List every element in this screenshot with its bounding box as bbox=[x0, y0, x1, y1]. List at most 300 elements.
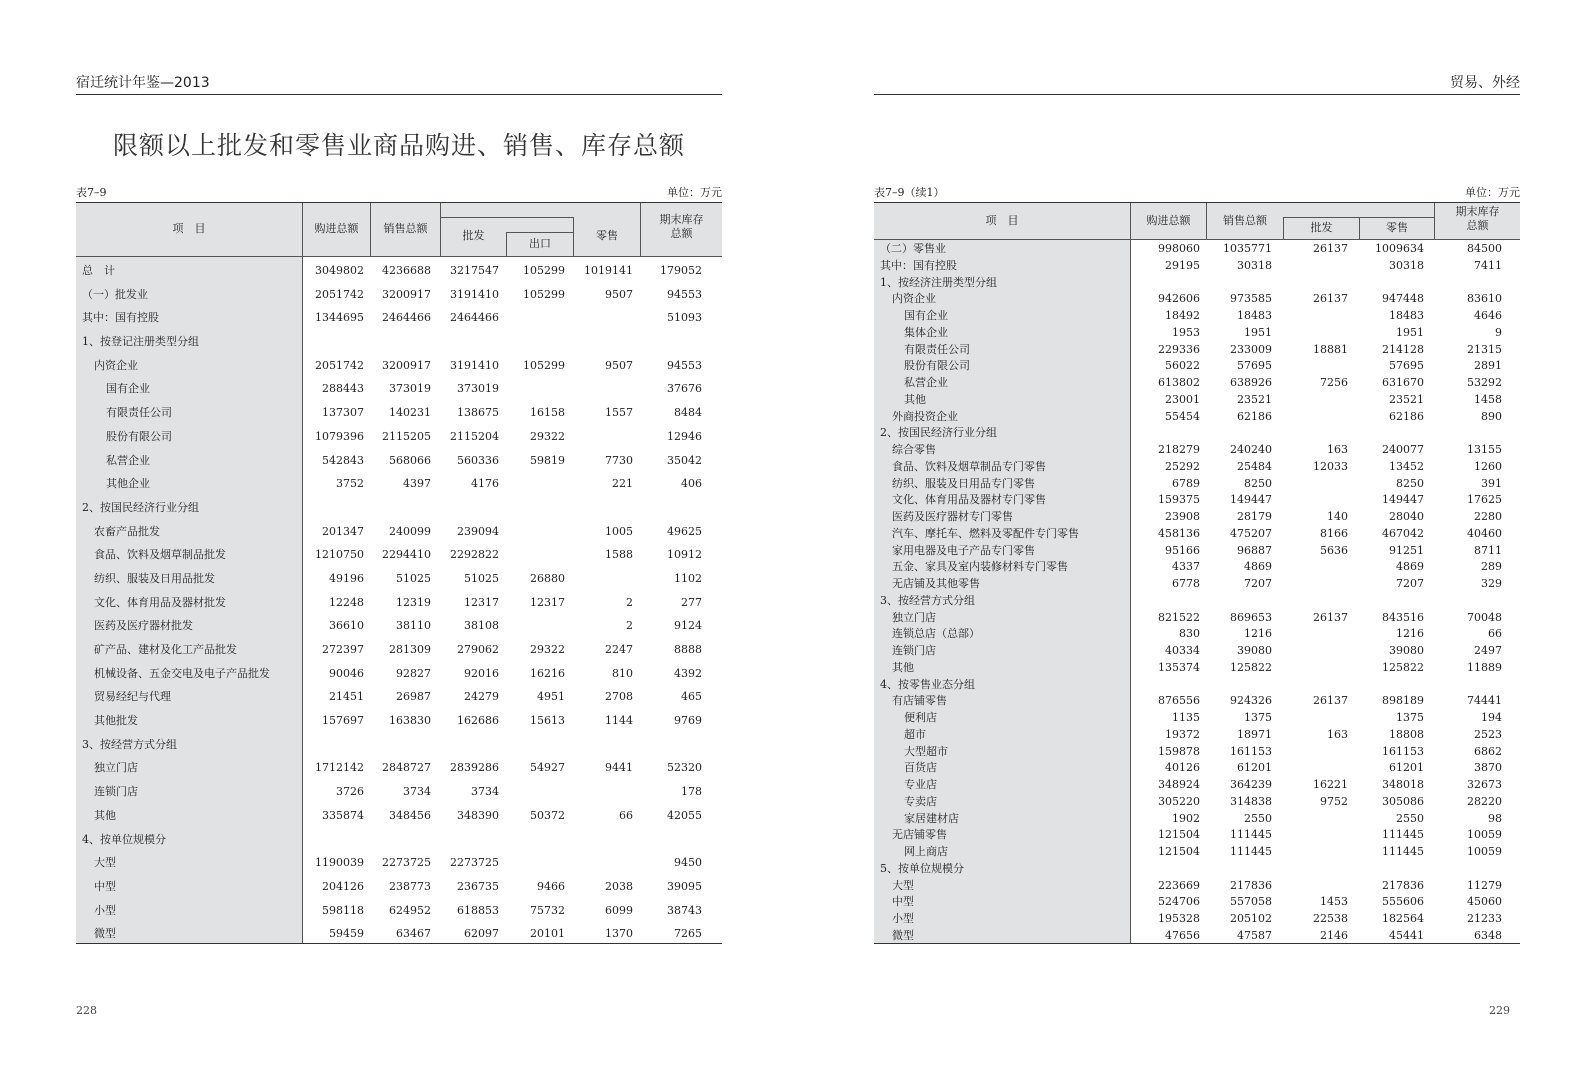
row-label: 其中：国有控股 bbox=[880, 258, 957, 272]
table-caption-left bbox=[76, 186, 722, 200]
cell-value: 57695 bbox=[1237, 359, 1272, 373]
table-row bbox=[76, 804, 722, 828]
cell-value: 2891 bbox=[1474, 359, 1502, 373]
row-label: 2、按国民经济行业分组 bbox=[880, 426, 997, 440]
cell-value: 163 bbox=[1327, 727, 1348, 741]
cell-value: 105299 bbox=[523, 287, 565, 301]
cell-value: 22538 bbox=[1313, 912, 1348, 925]
table-row bbox=[874, 626, 1520, 643]
cell-value: 6778 bbox=[1172, 577, 1200, 590]
cell-value: 162686 bbox=[457, 714, 499, 728]
cell-value: 111445 bbox=[1230, 828, 1272, 842]
row-label: 食品、饮料及烟草制品专门零售 bbox=[892, 459, 1046, 473]
cell-value: 233009 bbox=[1230, 342, 1272, 356]
cell-value: 163830 bbox=[389, 714, 431, 728]
table-row bbox=[76, 567, 722, 591]
row-label: 有限责任公司 bbox=[904, 342, 970, 356]
row-label: 国有企业 bbox=[106, 382, 150, 396]
table-row bbox=[874, 375, 1520, 392]
table-row bbox=[874, 878, 1520, 895]
cell-value: 3752 bbox=[336, 477, 364, 491]
cell-value: 23001 bbox=[1165, 392, 1200, 406]
cell-value: 2848727 bbox=[382, 761, 431, 775]
row-label: 无店铺及其他零售 bbox=[892, 577, 980, 590]
table-row bbox=[76, 330, 722, 354]
cell-value: 91251 bbox=[1389, 543, 1424, 557]
cell-value: 2464466 bbox=[382, 311, 431, 325]
table-row bbox=[76, 638, 722, 662]
table-row bbox=[874, 610, 1520, 627]
cell-value: 105299 bbox=[523, 358, 565, 372]
cell-value: 4397 bbox=[403, 477, 431, 491]
cell-value: 7207 bbox=[1396, 577, 1424, 590]
row-label: 1、按登记注册类型分组 bbox=[82, 335, 199, 349]
cell-value: 13452 bbox=[1389, 459, 1424, 473]
cell-value: 560336 bbox=[457, 453, 499, 467]
cell-value: 364239 bbox=[1230, 778, 1272, 791]
table-row bbox=[874, 844, 1520, 861]
cell-value: 1210750 bbox=[315, 548, 364, 562]
cell-value: 94553 bbox=[667, 287, 702, 301]
cell-value: 201347 bbox=[322, 524, 364, 538]
cell-value: 32673 bbox=[1467, 778, 1502, 791]
cell-value: 25292 bbox=[1165, 459, 1200, 473]
table-row bbox=[874, 358, 1520, 375]
row-label: 百货店 bbox=[904, 761, 937, 775]
cell-value: 9752 bbox=[1320, 794, 1348, 808]
cell-value: 4337 bbox=[1172, 560, 1200, 574]
cell-value: 47587 bbox=[1237, 928, 1272, 942]
cell-value: 28220 bbox=[1467, 794, 1502, 808]
header-stock-line1: 期末库存 bbox=[1455, 205, 1500, 218]
row-label: 外商投资企业 bbox=[892, 409, 958, 423]
cell-value: 3734 bbox=[471, 785, 499, 799]
cell-value: 1019141 bbox=[584, 264, 633, 277]
cell-value: 111445 bbox=[1382, 828, 1424, 842]
row-label: 机械设备、五金交电及电子产品批发 bbox=[94, 666, 270, 680]
cell-value: 4236688 bbox=[382, 264, 431, 277]
cell-value: 51025 bbox=[464, 571, 499, 585]
cell-value: 238773 bbox=[389, 879, 431, 893]
table-row bbox=[76, 283, 722, 307]
cell-value: 10059 bbox=[1467, 828, 1502, 842]
row-label: 农畜产品批发 bbox=[94, 524, 160, 538]
header-purchase: 购进总额 bbox=[314, 222, 359, 235]
cell-value: 557058 bbox=[1230, 895, 1272, 909]
cell-value: 613802 bbox=[1158, 376, 1200, 389]
cell-value: 1453 bbox=[1320, 895, 1348, 909]
cell-value: 149447 bbox=[1382, 493, 1424, 507]
row-label: 文化、体育用品及器材专门零售 bbox=[892, 493, 1046, 507]
header-stock-line2: 总额 bbox=[1466, 219, 1489, 232]
cell-value: 6862 bbox=[1474, 744, 1502, 758]
cell-value: 7265 bbox=[674, 927, 702, 941]
row-label: 纺织、服装及日用品专门零售 bbox=[892, 476, 1035, 490]
cell-value: 28040 bbox=[1389, 510, 1424, 523]
row-label: 私营企业 bbox=[106, 453, 150, 467]
row-label: 私营企业 bbox=[904, 376, 948, 389]
table-row bbox=[874, 308, 1520, 325]
page-number-right: 229 bbox=[1489, 1004, 1510, 1017]
cell-value: 18881 bbox=[1313, 342, 1348, 356]
table-row bbox=[874, 744, 1520, 761]
header-export: 出口 bbox=[529, 237, 551, 250]
cell-value: 16216 bbox=[530, 666, 565, 680]
header-stock bbox=[641, 213, 722, 241]
cell-value: 4176 bbox=[471, 477, 499, 491]
cell-value: 2550 bbox=[1396, 811, 1424, 825]
table-row bbox=[76, 875, 722, 899]
table-row bbox=[76, 851, 722, 875]
cell-value: 159878 bbox=[1158, 744, 1200, 758]
cell-value: 890 bbox=[1481, 409, 1502, 423]
row-label: 超市 bbox=[904, 727, 926, 741]
left-page bbox=[76, 0, 722, 1077]
yearbook-title: 宿迁统计年鉴—2013 bbox=[76, 75, 210, 91]
cell-value: 105299 bbox=[523, 264, 565, 277]
row-label: 家用电器及电子产品专门零售 bbox=[892, 543, 1035, 557]
table-number: 表7–9 bbox=[76, 186, 107, 199]
cell-value: 40334 bbox=[1165, 644, 1200, 657]
cell-value: 38110 bbox=[396, 619, 431, 633]
cell-value: 17625 bbox=[1467, 493, 1502, 507]
table-row bbox=[76, 709, 722, 733]
row-label: 独立门店 bbox=[892, 610, 936, 624]
table-row bbox=[874, 677, 1520, 694]
row-label: 医药及医疗器材批发 bbox=[94, 619, 193, 633]
cell-value: 18808 bbox=[1389, 727, 1424, 741]
table-row bbox=[874, 342, 1520, 359]
cell-value: 51093 bbox=[667, 311, 702, 325]
cell-value: 229336 bbox=[1158, 342, 1200, 356]
cell-value: 61201 bbox=[1237, 761, 1272, 775]
cell-value: 8888 bbox=[674, 643, 702, 656]
table-row bbox=[76, 449, 722, 473]
cell-value: 1102 bbox=[674, 571, 702, 585]
row-label: 1、按经济注册类型分组 bbox=[880, 275, 997, 289]
cell-value: 4869 bbox=[1244, 560, 1272, 574]
table-row bbox=[76, 401, 722, 425]
section-title: 贸易、外经 bbox=[1450, 75, 1520, 91]
cell-value: 373019 bbox=[389, 382, 431, 396]
cell-value: 3217547 bbox=[450, 264, 499, 277]
cell-value: 18483 bbox=[1389, 309, 1424, 322]
cell-value: 16221 bbox=[1313, 778, 1348, 791]
cell-value: 9507 bbox=[605, 358, 633, 372]
cell-value: 75732 bbox=[530, 903, 565, 917]
cell-value: 63467 bbox=[396, 927, 431, 941]
table-row bbox=[874, 693, 1520, 710]
table-row bbox=[874, 258, 1520, 275]
row-label: 集体企业 bbox=[904, 325, 948, 339]
table-row bbox=[874, 576, 1520, 593]
table-row bbox=[76, 591, 722, 615]
cell-value: 42055 bbox=[667, 808, 702, 822]
cell-value: 2038 bbox=[605, 879, 633, 893]
cell-value: 45060 bbox=[1467, 895, 1502, 909]
cell-value: 96887 bbox=[1237, 543, 1272, 557]
cell-value: 239094 bbox=[457, 524, 499, 538]
cell-value: 23521 bbox=[1237, 392, 1272, 406]
cell-value: 2051742 bbox=[315, 287, 364, 301]
cell-value: 61201 bbox=[1389, 761, 1424, 775]
cell-value: 305220 bbox=[1158, 794, 1200, 808]
cell-value: 1216 bbox=[1396, 627, 1424, 641]
cell-value: 194 bbox=[1481, 711, 1502, 724]
table-row bbox=[874, 861, 1520, 878]
cell-value: 149447 bbox=[1230, 493, 1272, 507]
cell-value: 2247 bbox=[605, 643, 633, 656]
cell-value: 18492 bbox=[1165, 309, 1200, 322]
cell-value: 7730 bbox=[605, 453, 633, 467]
cell-value: 8711 bbox=[1474, 543, 1502, 557]
cell-value: 157697 bbox=[322, 714, 364, 728]
cell-value: 10059 bbox=[1467, 845, 1502, 858]
row-label: 4、按单位规模分 bbox=[82, 832, 166, 846]
row-label: 医药及医疗器材专门零售 bbox=[892, 510, 1013, 523]
cell-value: 50372 bbox=[530, 808, 565, 822]
table-row bbox=[874, 827, 1520, 844]
cell-value: 2146 bbox=[1320, 928, 1348, 942]
header-subrule bbox=[506, 232, 573, 233]
cell-value: 37676 bbox=[667, 382, 702, 396]
table-row bbox=[76, 472, 722, 496]
data-table-right bbox=[874, 202, 1520, 944]
cell-value: 277 bbox=[681, 595, 702, 609]
table-row bbox=[874, 459, 1520, 476]
row-label: 综合零售 bbox=[892, 443, 936, 456]
row-label: 小型 bbox=[94, 903, 116, 917]
cell-value: 638926 bbox=[1230, 376, 1272, 389]
cell-value: 524706 bbox=[1158, 895, 1200, 909]
cell-value: 39080 bbox=[1237, 644, 1272, 657]
cell-value: 21315 bbox=[1467, 342, 1502, 356]
table-row bbox=[874, 543, 1520, 560]
cell-value: 221 bbox=[612, 477, 633, 491]
row-label: 贸易经纪与代理 bbox=[94, 690, 171, 704]
row-label: 内资企业 bbox=[94, 358, 138, 372]
cell-value: 30318 bbox=[1389, 258, 1424, 272]
row-label: 无店铺零售 bbox=[892, 828, 947, 842]
cell-value: 20101 bbox=[530, 927, 565, 941]
row-label: 其他企业 bbox=[106, 477, 150, 491]
cell-value: 9450 bbox=[674, 856, 702, 870]
cell-value: 2280 bbox=[1474, 510, 1502, 523]
cell-value: 1951 bbox=[1396, 325, 1424, 339]
cell-value: 10912 bbox=[667, 548, 702, 562]
unit-label: 单位：万元 bbox=[1465, 186, 1520, 199]
row-label: 5、按单位规模分 bbox=[880, 861, 964, 875]
table-number: 表7–9（续1） bbox=[874, 186, 945, 199]
table-row bbox=[76, 614, 722, 638]
header-stock-line1: 期末库存 bbox=[659, 213, 704, 226]
table-row bbox=[874, 777, 1520, 794]
cell-value: 125822 bbox=[1382, 660, 1424, 674]
row-label: 其中：国有控股 bbox=[82, 311, 159, 325]
cell-value: 161153 bbox=[1382, 744, 1424, 758]
header-item: 项 目 bbox=[985, 214, 1019, 227]
header-retail: 零售 bbox=[1386, 221, 1408, 234]
cell-value: 314838 bbox=[1230, 794, 1272, 808]
cell-value: 45441 bbox=[1389, 928, 1424, 942]
cell-value: 8250 bbox=[1244, 476, 1272, 490]
cell-value: 182564 bbox=[1382, 912, 1424, 925]
row-label: （二）零售业 bbox=[880, 242, 946, 255]
cell-value: 1344695 bbox=[315, 311, 364, 325]
cell-value: 1005 bbox=[605, 524, 633, 538]
cell-value: 281309 bbox=[389, 643, 431, 656]
table-row bbox=[874, 760, 1520, 777]
cell-value: 3726 bbox=[336, 785, 364, 799]
cell-value: 2523 bbox=[1474, 727, 1502, 741]
row-label: 专业店 bbox=[904, 778, 937, 791]
cell-value: 23908 bbox=[1165, 510, 1200, 523]
cell-value: 90046 bbox=[329, 666, 364, 680]
cell-value: 95166 bbox=[1165, 543, 1200, 557]
cell-value: 9441 bbox=[605, 761, 633, 775]
row-label: 4、按零售业态分组 bbox=[880, 677, 975, 691]
cell-value: 467042 bbox=[1382, 526, 1424, 540]
row-label: 3、按经营方式分组 bbox=[82, 737, 177, 751]
table-row bbox=[76, 662, 722, 686]
cell-value: 195328 bbox=[1158, 912, 1200, 925]
cell-value: 1375 bbox=[1396, 711, 1424, 724]
cell-value: 869653 bbox=[1230, 610, 1272, 624]
cell-value: 19372 bbox=[1165, 727, 1200, 741]
row-label: 五金、家具及室内装修材料专门零售 bbox=[892, 560, 1068, 574]
cell-value: 279062 bbox=[457, 643, 499, 656]
header-item: 项 目 bbox=[172, 222, 206, 235]
cell-value: 54927 bbox=[530, 761, 565, 775]
cell-value: 66 bbox=[619, 808, 633, 822]
table-row bbox=[874, 325, 1520, 342]
header-rule bbox=[874, 239, 1520, 240]
cell-value: 1035771 bbox=[1223, 242, 1272, 255]
cell-value: 59459 bbox=[329, 927, 364, 941]
cell-value: 26987 bbox=[396, 690, 431, 704]
cell-value: 6348 bbox=[1474, 928, 1502, 942]
cell-value: 55454 bbox=[1165, 409, 1200, 423]
cell-value: 821522 bbox=[1158, 610, 1200, 624]
table-row bbox=[874, 442, 1520, 459]
row-label: 文化、体育用品及器材批发 bbox=[94, 595, 226, 609]
cell-value: 135374 bbox=[1158, 660, 1200, 674]
cell-value: 1953 bbox=[1172, 325, 1200, 339]
cell-value: 1557 bbox=[605, 406, 633, 420]
cell-value: 1260 bbox=[1474, 459, 1502, 473]
table-row bbox=[874, 710, 1520, 727]
cell-value: 62097 bbox=[464, 927, 499, 941]
cell-value: 458136 bbox=[1158, 526, 1200, 540]
row-label: 独立门店 bbox=[94, 761, 138, 775]
cell-value: 24279 bbox=[464, 690, 499, 704]
table-caption-right bbox=[874, 186, 1520, 200]
running-head-left bbox=[76, 76, 722, 95]
cell-value: 942606 bbox=[1158, 292, 1200, 306]
cell-value: 218279 bbox=[1158, 443, 1200, 456]
cell-value: 1588 bbox=[605, 548, 633, 562]
table-row bbox=[874, 928, 1520, 945]
table-row bbox=[76, 377, 722, 401]
cell-value: 26137 bbox=[1313, 694, 1348, 708]
table-row bbox=[874, 509, 1520, 526]
cell-value: 3734 bbox=[403, 785, 431, 799]
cell-value: 8250 bbox=[1396, 476, 1424, 490]
cell-value: 12317 bbox=[530, 595, 565, 609]
cell-value: 391 bbox=[1481, 476, 1502, 490]
cell-value: 23521 bbox=[1389, 392, 1424, 406]
row-label: 其他 bbox=[904, 392, 926, 406]
table-row bbox=[76, 756, 722, 780]
cell-value: 57695 bbox=[1389, 359, 1424, 373]
cell-value: 53292 bbox=[1467, 376, 1502, 389]
cell-value: 2273725 bbox=[382, 856, 431, 870]
cell-value: 2708 bbox=[605, 690, 633, 704]
table-row bbox=[76, 306, 722, 330]
cell-value: 406 bbox=[681, 477, 702, 491]
table-row bbox=[874, 526, 1520, 543]
row-label: 其他批发 bbox=[94, 714, 138, 728]
row-label: 中型 bbox=[892, 895, 914, 909]
cell-value: 9 bbox=[1495, 325, 1502, 339]
cell-value: 138675 bbox=[457, 406, 499, 420]
cell-value: 947448 bbox=[1382, 292, 1424, 306]
cell-value: 3191410 bbox=[450, 358, 499, 372]
cell-value: 9124 bbox=[674, 619, 702, 633]
cell-value: 1712142 bbox=[315, 761, 364, 775]
cell-value: 18971 bbox=[1237, 727, 1272, 741]
cell-value: 4392 bbox=[674, 666, 702, 680]
header-wholesale: 批发 bbox=[462, 229, 485, 242]
cell-value: 329 bbox=[1481, 577, 1502, 590]
row-label: 矿产品、建材及化工产品批发 bbox=[94, 643, 237, 656]
page-number-left: 228 bbox=[76, 1004, 97, 1017]
right-page bbox=[874, 0, 1520, 1077]
cell-value: 26137 bbox=[1313, 610, 1348, 624]
cell-value: 7207 bbox=[1244, 577, 1272, 590]
cell-value: 16158 bbox=[530, 406, 565, 420]
cell-value: 38743 bbox=[667, 903, 702, 917]
row-label: 小型 bbox=[892, 912, 914, 925]
data-table-left bbox=[76, 202, 722, 944]
header-rule bbox=[76, 256, 722, 257]
cell-value: 2115205 bbox=[382, 429, 431, 443]
cell-value: 161153 bbox=[1230, 744, 1272, 758]
cell-value: 1135 bbox=[1172, 711, 1200, 724]
cell-value: 2497 bbox=[1474, 644, 1502, 657]
row-label: 有店铺零售 bbox=[892, 694, 947, 708]
table-row bbox=[874, 593, 1520, 610]
cell-value: 335874 bbox=[322, 808, 364, 822]
row-label: 网上商店 bbox=[904, 845, 948, 858]
cell-value: 475207 bbox=[1230, 526, 1272, 540]
header-stock bbox=[1435, 205, 1520, 233]
cell-value: 29195 bbox=[1165, 258, 1200, 272]
table-row bbox=[874, 492, 1520, 509]
cell-value: 4869 bbox=[1396, 560, 1424, 574]
cell-value: 6789 bbox=[1172, 476, 1200, 490]
cell-value: 92016 bbox=[464, 666, 499, 680]
row-label: 总 计 bbox=[82, 264, 115, 277]
cell-value: 35042 bbox=[667, 453, 702, 467]
cell-value: 38108 bbox=[464, 619, 499, 633]
cell-value: 12946 bbox=[667, 429, 702, 443]
cell-value: 624952 bbox=[389, 903, 431, 917]
row-label: 纺织、服装及日用品批发 bbox=[94, 571, 215, 585]
row-label: 股份有限公司 bbox=[106, 429, 172, 443]
table-row bbox=[874, 476, 1520, 493]
cell-value: 29322 bbox=[530, 643, 565, 656]
